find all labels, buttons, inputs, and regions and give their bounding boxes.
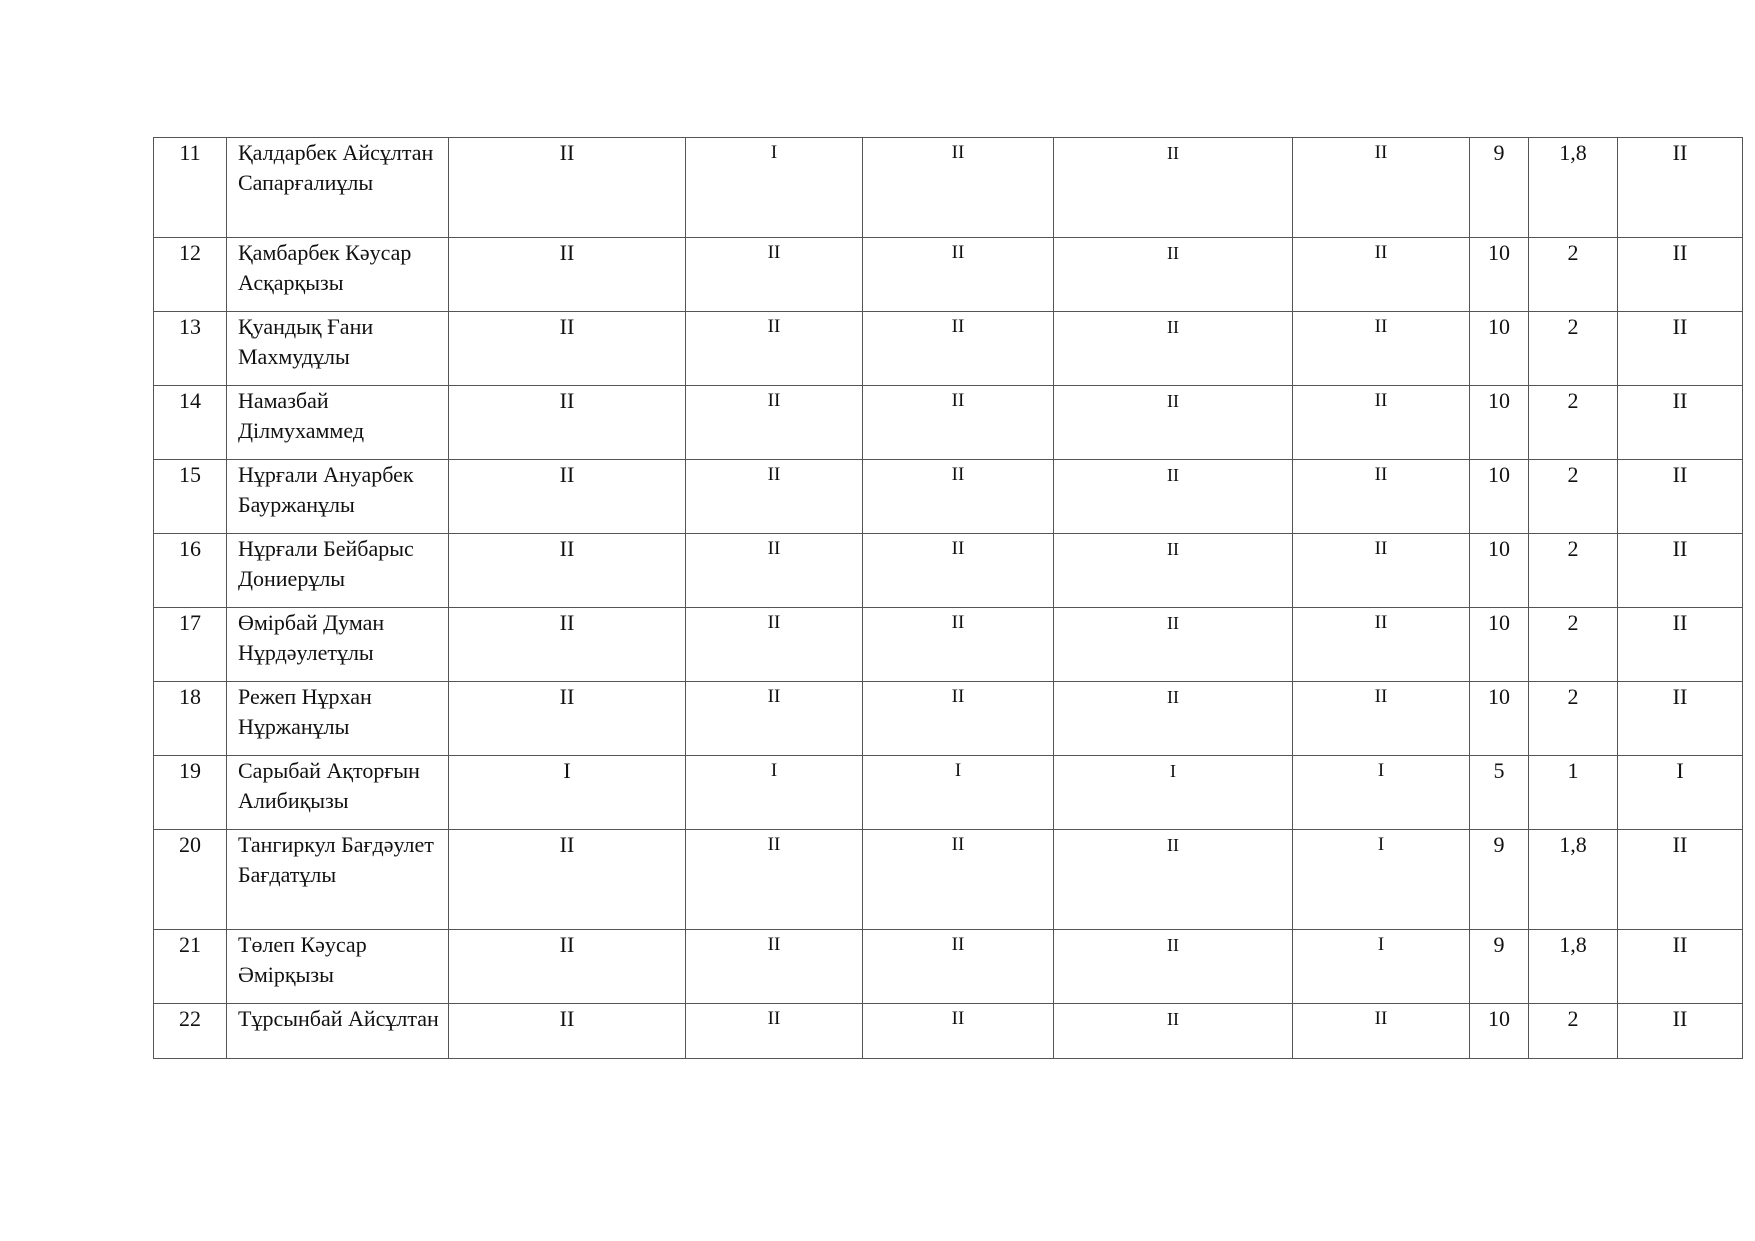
student-name: Тангиркул Бағдәулет Бағдатұлы: [227, 830, 449, 930]
total-score: 9: [1470, 830, 1529, 930]
average-score: 1,8: [1529, 138, 1618, 238]
criterion-1-level: I: [449, 756, 686, 830]
row-number: 13: [154, 312, 227, 386]
criterion-3-level: II: [863, 386, 1054, 460]
criterion-2-level: II: [686, 682, 863, 756]
criterion-1-level: II: [449, 138, 686, 238]
criterion-5-level: I: [1293, 830, 1470, 930]
criterion-5-level: II: [1293, 386, 1470, 460]
table-row: [154, 138, 1743, 238]
average-score: 2: [1529, 682, 1618, 756]
row-number: 20: [154, 830, 227, 930]
row-number: 11: [154, 138, 227, 238]
total-score: 10: [1470, 1004, 1529, 1059]
average-score: 2: [1529, 460, 1618, 534]
average-score: 1: [1529, 756, 1618, 830]
overall-level: II: [1618, 138, 1743, 238]
table-row: [154, 534, 1743, 608]
criterion-3-level: II: [863, 460, 1054, 534]
overall-level: II: [1618, 312, 1743, 386]
total-score: 5: [1470, 756, 1529, 830]
row-number: 16: [154, 534, 227, 608]
row-number: 19: [154, 756, 227, 830]
overall-level: II: [1618, 830, 1743, 930]
total-score: 10: [1470, 312, 1529, 386]
criterion-4-level: II: [1054, 460, 1293, 534]
criterion-5-level: II: [1293, 682, 1470, 756]
criterion-5-level: II: [1293, 312, 1470, 386]
criterion-4-level: I: [1054, 756, 1293, 830]
overall-level: II: [1618, 608, 1743, 682]
student-name: Төлеп Кәусар Әмірқызы: [227, 930, 449, 1004]
student-name: Қуандық Ғани Махмудұлы: [227, 312, 449, 386]
total-score: 10: [1470, 238, 1529, 312]
average-score: 2: [1529, 238, 1618, 312]
student-name: Қамбарбек Кәусар Асқарқызы: [227, 238, 449, 312]
overall-level: II: [1618, 1004, 1743, 1059]
row-number: 17: [154, 608, 227, 682]
criterion-1-level: II: [449, 682, 686, 756]
table-row: [154, 682, 1743, 756]
total-score: 10: [1470, 386, 1529, 460]
criterion-2-level: II: [686, 534, 863, 608]
criterion-3-level: I: [863, 756, 1054, 830]
criterion-1-level: II: [449, 238, 686, 312]
total-score: 10: [1470, 460, 1529, 534]
criterion-4-level: II: [1054, 608, 1293, 682]
student-name: Сарыбай Ақторғын Алибиқызы: [227, 756, 449, 830]
criterion-2-level: II: [686, 312, 863, 386]
criterion-1-level: II: [449, 930, 686, 1004]
criterion-2-level: II: [686, 238, 863, 312]
row-number: 18: [154, 682, 227, 756]
average-score: 2: [1529, 312, 1618, 386]
table-row: [154, 460, 1743, 534]
criterion-2-level: II: [686, 830, 863, 930]
criterion-1-level: II: [449, 386, 686, 460]
total-score: 9: [1470, 930, 1529, 1004]
student-name: Нұрғали Ануарбек Бауржанұлы: [227, 460, 449, 534]
total-score: 9: [1470, 138, 1529, 238]
total-score: 10: [1470, 608, 1529, 682]
criterion-1-level: II: [449, 534, 686, 608]
criterion-3-level: II: [863, 534, 1054, 608]
overall-level: II: [1618, 386, 1743, 460]
table-row: [154, 756, 1743, 830]
row-number: 15: [154, 460, 227, 534]
criterion-1-level: II: [449, 312, 686, 386]
criterion-4-level: II: [1054, 386, 1293, 460]
average-score: 1,8: [1529, 830, 1618, 930]
criterion-4-level: II: [1054, 930, 1293, 1004]
criterion-3-level: II: [863, 138, 1054, 238]
table-row: [154, 238, 1743, 312]
criterion-5-level: II: [1293, 460, 1470, 534]
criterion-3-level: II: [863, 682, 1054, 756]
overall-level: II: [1618, 238, 1743, 312]
criterion-2-level: II: [686, 930, 863, 1004]
student-name: Намазбай Ділмухаммед: [227, 386, 449, 460]
criterion-3-level: II: [863, 1004, 1054, 1059]
overall-level: II: [1618, 460, 1743, 534]
criterion-5-level: I: [1293, 930, 1470, 1004]
total-score: 10: [1470, 682, 1529, 756]
table-row: [154, 930, 1743, 1004]
criterion-4-level: II: [1054, 534, 1293, 608]
criterion-1-level: II: [449, 608, 686, 682]
criterion-1-level: II: [449, 1004, 686, 1059]
criterion-2-level: II: [686, 608, 863, 682]
overall-level: I: [1618, 756, 1743, 830]
criterion-5-level: I: [1293, 756, 1470, 830]
criterion-3-level: II: [863, 830, 1054, 930]
criterion-2-level: II: [686, 386, 863, 460]
criterion-3-level: II: [863, 608, 1054, 682]
student-name: Режеп Нұрхан Нұржанұлы: [227, 682, 449, 756]
table-row: [154, 608, 1743, 682]
criterion-5-level: II: [1293, 238, 1470, 312]
criterion-4-level: II: [1054, 312, 1293, 386]
criterion-5-level: II: [1293, 534, 1470, 608]
overall-level: II: [1618, 682, 1743, 756]
overall-level: II: [1618, 930, 1743, 1004]
table-row: [154, 312, 1743, 386]
criterion-4-level: II: [1054, 1004, 1293, 1059]
criterion-4-level: II: [1054, 238, 1293, 312]
total-score: 10: [1470, 534, 1529, 608]
criterion-3-level: II: [863, 238, 1054, 312]
student-name: Өмірбай Думан Нұрдәулетұлы: [227, 608, 449, 682]
student-name: Қалдарбек Айсұлтан Сапарғалиұлы: [227, 138, 449, 238]
criterion-3-level: II: [863, 930, 1054, 1004]
table-row: [154, 386, 1743, 460]
criterion-5-level: II: [1293, 138, 1470, 238]
criterion-2-level: II: [686, 460, 863, 534]
table-body: [154, 138, 1743, 1059]
criterion-2-level: I: [686, 138, 863, 238]
criterion-4-level: II: [1054, 138, 1293, 238]
criterion-4-level: II: [1054, 830, 1293, 930]
overall-level: II: [1618, 534, 1743, 608]
criterion-1-level: II: [449, 830, 686, 930]
criterion-5-level: II: [1293, 1004, 1470, 1059]
row-number: 12: [154, 238, 227, 312]
row-number: 21: [154, 930, 227, 1004]
assessment-table: [153, 137, 1743, 1059]
criterion-4-level: II: [1054, 682, 1293, 756]
criterion-2-level: I: [686, 756, 863, 830]
criterion-5-level: II: [1293, 608, 1470, 682]
criterion-3-level: II: [863, 312, 1054, 386]
average-score: 2: [1529, 1004, 1618, 1059]
average-score: 2: [1529, 386, 1618, 460]
student-name: Нұрғали Бейбарыс Дониерұлы: [227, 534, 449, 608]
criterion-1-level: II: [449, 460, 686, 534]
average-score: 1,8: [1529, 930, 1618, 1004]
table-row: [154, 830, 1743, 930]
average-score: 2: [1529, 534, 1618, 608]
average-score: 2: [1529, 608, 1618, 682]
student-name: Тұрсынбай Айсұлтан: [227, 1004, 449, 1059]
row-number: 22: [154, 1004, 227, 1059]
criterion-2-level: II: [686, 1004, 863, 1059]
table-row: [154, 1004, 1743, 1059]
row-number: 14: [154, 386, 227, 460]
